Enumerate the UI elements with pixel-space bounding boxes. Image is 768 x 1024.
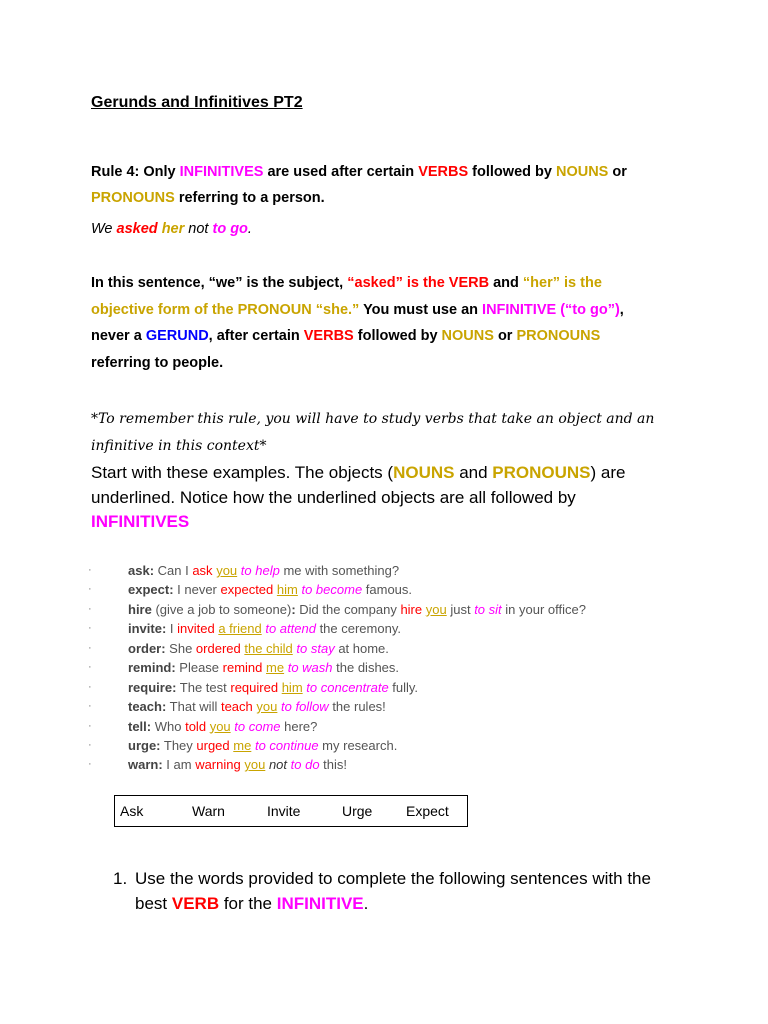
page-title: Gerunds and Infinitives PT2 [91,94,303,111]
example-infinitive: to wash [287,660,333,676]
expl-gerund: GERUND [145,328,209,344]
example-object: him [281,679,303,695]
study-note [91,406,654,460]
example-text: Please [175,660,223,676]
example-keyword: order: [128,640,166,656]
example-text: Can I [154,563,193,578]
example-infinitive: to come [234,718,281,734]
example-text: the rules! [328,699,386,715]
example-verb: required [230,679,279,695]
example-sentence [91,218,252,240]
example-object: a friend [218,621,262,637]
example-text: just [446,601,475,617]
word-bank-item: Warn [192,803,225,819]
study-note-line-1: *To remember this rule, you will have to study verbs that take an object and an [91,411,655,427]
question-number: 1. [113,869,128,888]
expl-text: , [619,301,624,318]
rule-pronouns: PRONOUNS [91,190,175,206]
expl-infinitive: INFINITIVE (“to go”) [482,301,620,318]
intro-text: ) are [590,463,626,482]
word-bank-box [114,795,468,827]
rule-line-1 [91,159,627,185]
example-colon: : [291,601,296,617]
bullet: · [88,661,92,674]
example-object: you [425,601,447,617]
example-verb: ask [192,563,213,578]
example-text: the dishes. [332,660,400,676]
example-text: Did the company [295,601,401,617]
rule-text: are used after certain [263,164,419,180]
intro-line-1 [91,461,625,486]
example-keyword: tell: [128,718,152,734]
expl-text: , after certain [208,328,304,344]
example-text: my research. [318,737,398,753]
rule-nouns: NOUNS [555,164,609,180]
example-keyword: ask: [128,563,155,578]
example-keyword: warn: [128,757,163,773]
bullet: · [88,680,92,693]
expl-pronoun: objective form of the PRONOUN “she.” [91,301,360,318]
example-keyword: remind: [128,660,176,676]
example-text: The test [176,679,231,695]
example-keyword: require: [128,679,177,695]
expl-text: You must use an [359,301,483,318]
example-text: Who [151,718,186,734]
question-line-2 [135,892,651,917]
question-line-1: Use the words provided to complete the following sentences with the [135,869,651,888]
expl-verb: “asked” is the VERB [347,275,490,291]
bullet: · [88,758,92,771]
question-text [135,867,651,916]
example-object: him [276,582,298,598]
word-bank-item: Invite [267,803,301,819]
bullet: · [88,719,92,732]
example-text: me with something? [279,563,400,578]
examples-intro [91,461,625,535]
example-infinitive: to become [301,582,363,598]
expl-text: or [493,328,517,344]
example-object: the child [244,640,293,656]
example-infinitive: to go [212,221,248,237]
expl-text: followed by [353,328,442,344]
example-verb: ordered [195,640,241,656]
example-infinitive: to concentrate [306,679,389,695]
bullet: · [88,583,92,596]
bullet: · [88,738,92,751]
example-text: I never [173,582,221,598]
word-bank-item: Expect [406,803,449,819]
question-infinitive: INFINITIVE [276,893,364,913]
rule-verbs: VERBS [418,164,469,180]
rule-text: Rule 4: Only [91,164,180,180]
rule-line-2 [91,185,325,211]
example-text: the ceremony. [315,621,401,637]
explanation-paragraph [91,270,691,376]
bullet: · [88,622,92,635]
example-keyword: teach: [128,699,167,715]
example-text: That will [166,699,221,715]
example-keyword: expect: [128,582,174,598]
example-infinitive: to sit [474,601,502,617]
expl-verbs: VERBS [303,328,354,344]
example-verb: remind [222,660,263,676]
example-infinitive: to continue [254,737,319,753]
intro-text: and [454,463,493,482]
rule-text: referring to a person. [174,190,325,206]
example-text: (give a job to someone) [151,601,292,617]
question-text-part: for the [219,893,277,913]
example-verb: asked [116,221,158,237]
example-verb: told [185,718,207,734]
bullet: · [88,641,92,654]
example-text: fully. [388,679,419,695]
expl-nouns: NOUNS [441,328,494,344]
question-verb: VERB [171,893,220,913]
expl-pronoun: “her” is the [522,275,602,291]
example-text: I [166,621,178,637]
example-text: this! [319,757,348,773]
intro-line-2: underlined. Notice how the underlined objects are all followed by [91,487,576,507]
example-text: I am [162,757,196,773]
intro-pronouns: PRONOUNS [492,463,591,482]
example-object: you [244,757,266,773]
example-text: They [160,737,197,753]
rule-infinitives: INFINITIVES [179,164,264,180]
example-verb: urged [196,737,230,753]
expl-text: never a [91,328,146,344]
example-verb: warning [195,757,241,773]
example-text: at home. [334,640,389,656]
example-object: you [216,563,238,578]
explanation-line-2 [91,297,691,324]
example-verb: teach [220,699,253,715]
rule-text: followed by [468,164,556,180]
example-object: you [256,699,278,715]
bullet: · [88,700,92,713]
intro-nouns: NOUNS [393,463,455,482]
example-verb: invited [177,621,215,637]
study-note-line-2: infinitive in this context* [91,438,267,454]
example-pronoun: her [161,221,185,237]
example-text: here? [280,718,318,734]
example-verb: expected [220,582,274,598]
example-text: in your office? [501,601,586,617]
example-not: not [268,757,288,773]
word-bank-item: Ask [120,803,144,819]
rule-text: or [608,164,627,180]
example-infinitive: to follow [281,699,329,715]
example-text: We [91,221,117,237]
intro-infinitives: INFINITIVES [91,512,190,531]
example-verb: hire [400,601,423,617]
example-text: not [184,221,213,237]
expl-text: In this sentence, “we” is the subject, [91,275,348,291]
example-object: me [233,737,252,753]
bullet: · [88,602,92,615]
question-text-part: best [135,893,172,913]
example-keyword: invite: [128,621,167,637]
example-infinitive: to do [290,757,320,773]
example-period: . [247,221,252,237]
explanation-line-4: referring to people. [91,354,224,371]
example-text: She [165,640,196,656]
example-object: me [266,660,285,676]
explanation-line-1 [91,270,691,297]
intro-text: Start with these examples. The objects ( [91,463,394,482]
example-infinitive: to help [240,563,280,578]
expl-text: and [489,275,523,291]
example-keyword: hire [128,601,152,617]
example-keyword: urge: [128,737,161,753]
example-infinitive: to attend [265,621,316,637]
explanation-line-3 [91,323,691,350]
expl-pronouns: PRONOUNS [516,328,601,344]
question-period: . [363,893,369,913]
example-object: you [209,718,231,734]
example-text: famous. [362,582,413,598]
word-bank-item: Urge [342,803,373,819]
example-infinitive: to stay [296,640,335,656]
bullet: · [88,564,92,576]
